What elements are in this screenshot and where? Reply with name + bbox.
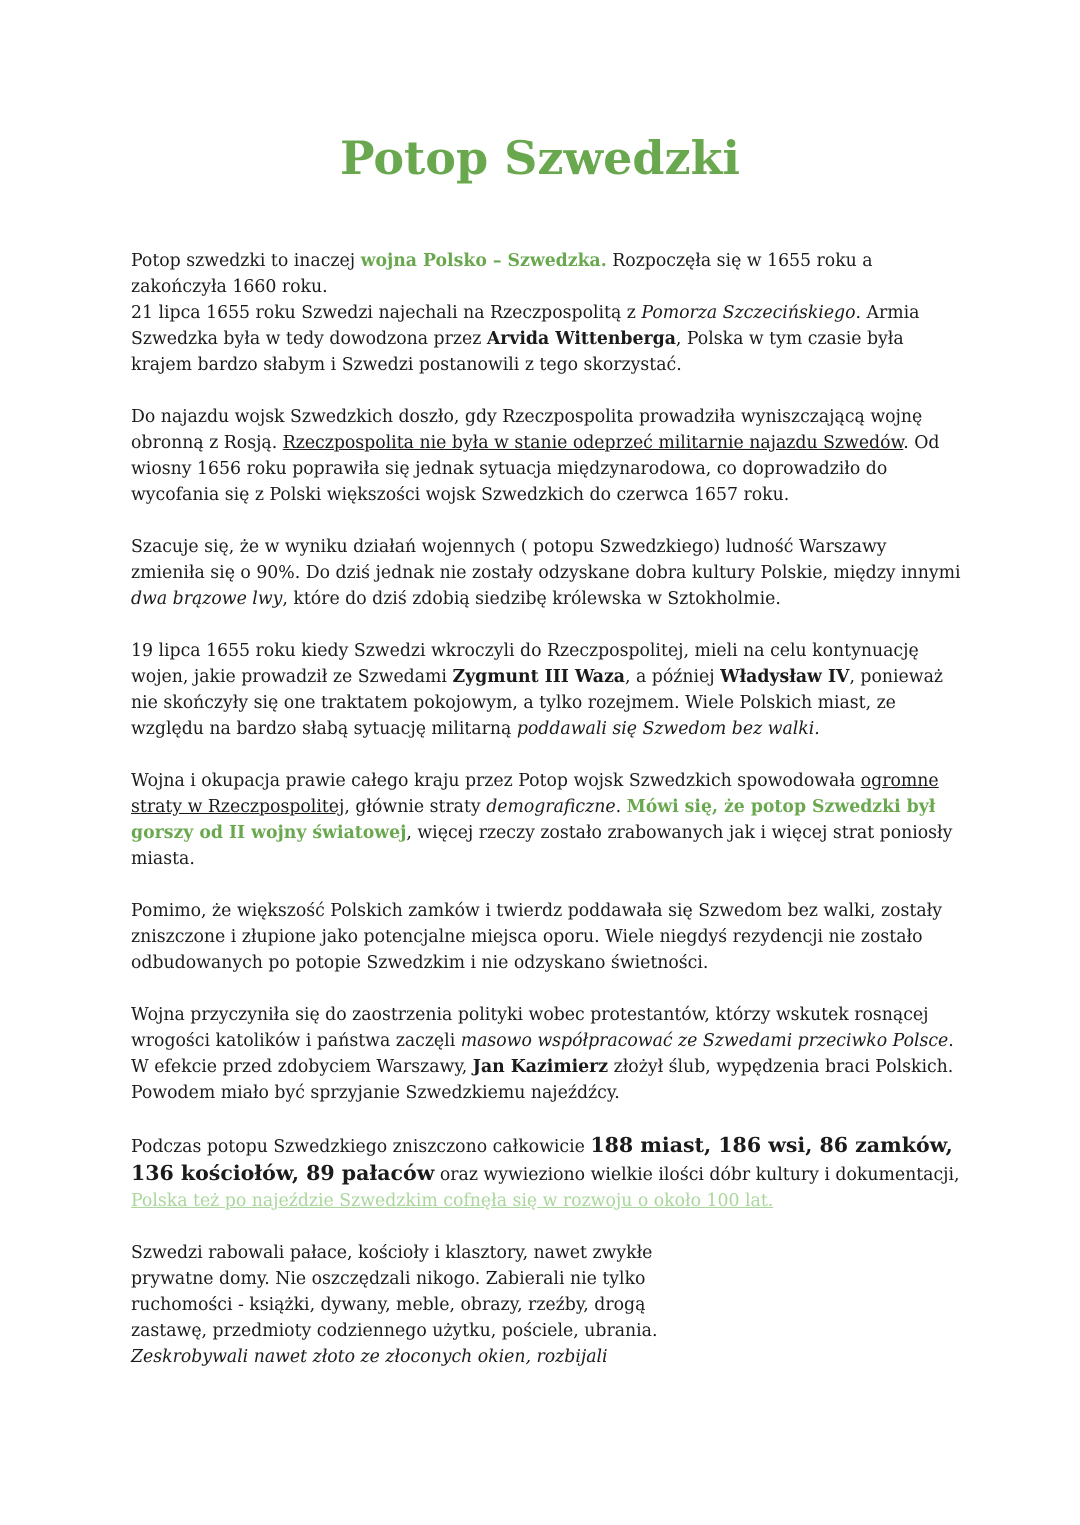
- bold-name: Jan Kazimierz: [472, 1057, 609, 1077]
- text: , ponieważ nie skończyły się one traktatem pokojowym, a tylko rozejmem. Wiele Polskich miast, ze względu na bardzo słabą sytuację militarną: [131, 667, 943, 739]
- paragraph-kings: [131, 638, 961, 742]
- italic-text: Zeskrobywali nawet złoto ze złoconych okien, rozbijali: [131, 1347, 608, 1367]
- underlined-text: Rzeczpospolita nie była w stanie odeprzeć militarnie najazdu Szwedów: [282, 433, 904, 453]
- bold-statistics: 188 miast, 186 wsi, 86 zamków, 136 kościołów, 89 pałaców: [131, 1133, 953, 1185]
- text: złożył ślub, wypędzenia braci Polskich. Powodem miało być sprzyjanie Szwedzkiemu najeźdźcy.: [131, 1057, 954, 1103]
- text: . W efekcie przed zdobyciem Warszawy,: [131, 1031, 954, 1077]
- paragraph-intro: [131, 248, 961, 378]
- paragraph-destruction: [131, 1132, 961, 1214]
- text: Wojna i okupacja prawie całego kraju przez Potop wojsk Szwedzkich spowodowała: [131, 771, 861, 791]
- paragraph-causes: [131, 404, 961, 508]
- highlight-war-name: wojna Polsko – Szwedzka.: [360, 251, 607, 271]
- paragraph-castles: [131, 898, 961, 976]
- text: , a później: [625, 667, 721, 687]
- text: Wojna przyczyniła się do zaostrzenia polityki wobec protestantów, którzy wskutek rosnącej wrogości katolików i państwa zaczęli: [131, 1005, 929, 1051]
- text: . Armia Szwedzka była w tedy dowodzona przez: [131, 303, 920, 349]
- text: .: [615, 797, 627, 817]
- text: 21 lipca 1655 roku Szwedzi najechali na Rzeczpospolitą z: [131, 303, 642, 323]
- text: Potop szwedzki to inaczej: [131, 251, 361, 271]
- italic-text: dwa brązowe lwy: [131, 589, 283, 609]
- text: Podczas potopu Szwedzkiego zniszczono całkowicie: [131, 1137, 591, 1157]
- italic-text: Pomorza Szczecińskiego: [641, 303, 856, 323]
- italic-text: demograficzne: [486, 797, 616, 817]
- text: oraz wywieziono wielkie ilości dóbr kultury i dokumentacji,: [434, 1165, 960, 1185]
- paragraph-protestants: [131, 1002, 961, 1106]
- paragraph-plunder: [131, 1240, 661, 1370]
- page-title: Potop Szwedzki: [340, 131, 740, 185]
- italic-text: masowo współpracować ze Szwedami przeciwko Polsce: [460, 1031, 949, 1051]
- text: , więcej rzeczy zostało zrabowanych jak i więcej strat poniosły miasta.: [131, 823, 953, 869]
- text: , Polska w tym czasie była krajem bardzo słabym i Szwedzi postanowili z tego skorzystać.: [131, 329, 904, 375]
- paragraph-warsaw: [131, 534, 961, 612]
- bold-name: Arvida Wittenberga: [486, 329, 676, 349]
- text: , głównie straty: [344, 797, 487, 817]
- italic-text: poddawali się Szwedom bez walki.: [516, 719, 820, 739]
- underlined-text: ogromne straty w Rzeczpospolitej: [131, 771, 939, 817]
- paragraph-losses: [131, 768, 961, 872]
- highlight-text: Mówi się, że potop Szwedzki był gorszy od II wojny światowej: [131, 797, 936, 843]
- text: Do najazdu wojsk Szwedzkich doszło, gdy Rzeczpospolita prowadziła wyniszczającą wojnę obronną z Rosją.: [131, 407, 923, 453]
- text: Szacuje się, że w wyniku działań wojennych ( potopu Szwedzkiego) ludność Warszawy zmieniła się o 90%. Do dziś jednak nie zostały odzyskane dobra kultury Polskie, między innymi: [131, 537, 961, 583]
- text: Rozpoczęła się w 1655 roku a zakończyła 1660 roku.: [131, 251, 873, 297]
- text: Pomimo, że większość Polskich zamków i twierdz poddawała się Szwedom bez walki, zostały zniszczone i złupione jako potencjalne miejsca oporu. Wiele niegdyś rezydencji nie zostało odbudowanych po potopie Szwedzkim i nie odzyskano świetności.: [131, 901, 942, 973]
- document-body: [131, 248, 961, 1396]
- text: Szwedzi rabowali pałace, kościoły i klasztory, nawet zwykłe prywatne domy. Nie oszczędzali nikogo. Zabierali nie tylko ruchomości - książki, dywany, meble, obrazy, rzeźby, drogą zastawę, przedmioty codziennego użytku, pościele, ubrania.: [131, 1243, 658, 1341]
- bold-name: Zygmunt III Waza: [452, 667, 625, 687]
- underlined-link-text[interactable]: Polska też po najeździe Szwedzkim cofnęła się w rozwoju o około 100 lat.: [131, 1191, 774, 1211]
- bold-name: Władysław IV: [720, 667, 850, 687]
- text: 19 lipca 1655 roku kiedy Szwedzi wkroczyli do Rzeczpospolitej, mieli na celu kontynuację wojen, jakie prowadził ze Szwedami: [131, 641, 919, 687]
- text: , które do dziś zdobią siedzibę królewska w Sztokholmie.: [282, 589, 781, 609]
- text: . Od wiosny 1656 roku poprawiła się jednak sytuacja międzynarodowa, co doprowadziło do wycofania się z Polski większości wojsk Szwedzkich do czerwca 1657 roku.: [131, 433, 940, 505]
